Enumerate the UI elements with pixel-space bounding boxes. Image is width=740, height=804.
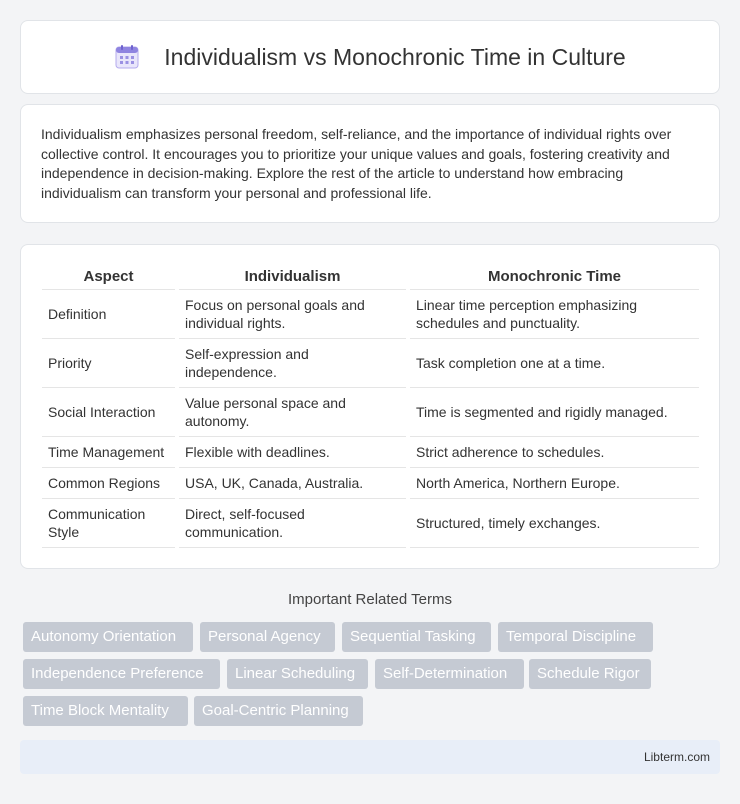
table-cell: Direct, self-focused communication. — [177, 498, 408, 547]
related-term-tag[interactable]: Goal-Centric Planning — [194, 696, 363, 726]
table-cell: Priority — [42, 338, 177, 387]
table-header-row — [42, 265, 699, 289]
page-title: Individualism vs Monochronic Time in Culture — [164, 43, 626, 70]
table-row — [42, 436, 699, 467]
table-cell: Value personal space and autonomy. — [177, 387, 408, 436]
related-term-tag[interactable]: Schedule Rigor — [529, 659, 651, 689]
comparison-table — [42, 265, 699, 548]
table-cell: Social Interaction — [42, 387, 177, 436]
intro-paragraph: Individualism emphasizes personal freedom, self-reliance, and the importance of individual rights over collective control. It encourages you to prioritize your unique values and goals, fostering creativity and independence in decision-making. Explore the rest of the article to understand how embracing individualism can transform your personal and professional life. — [41, 126, 672, 201]
title-card — [20, 20, 720, 94]
footer-site-link[interactable]: Libterm.com — [643, 750, 710, 764]
related-term-tag[interactable]: Temporal Discipline — [498, 622, 653, 652]
comparison-card — [20, 244, 720, 569]
table-cell: USA, UK, Canada, Australia. — [177, 467, 408, 498]
header-individualism: Individualism — [177, 265, 408, 289]
table-cell: Linear time perception emphasizing schedules and punctuality. — [408, 289, 699, 338]
related-term-tag[interactable]: Independence Preference — [23, 659, 220, 689]
intro-card — [20, 104, 720, 223]
table-cell: Task completion one at a time. — [408, 338, 699, 387]
table-cell: North America, Northern Europe. — [408, 467, 699, 498]
table-cell: Flexible with deadlines. — [177, 436, 408, 467]
calendar-icon — [114, 44, 140, 70]
related-term-tag[interactable]: Time Block Mentality — [23, 696, 188, 726]
table-cell: Definition — [42, 289, 177, 338]
related-terms-heading: Important Related Terms — [288, 591, 452, 608]
table-cell: Communication Style — [42, 498, 177, 547]
table-cell: Time is segmented and rigidly managed. — [408, 387, 699, 436]
table-row — [42, 338, 699, 387]
table-cell: Common Regions — [42, 467, 177, 498]
table-cell: Structured, timely exchanges. — [408, 498, 699, 547]
footer — [20, 740, 720, 774]
related-term-tag[interactable]: Linear Scheduling — [227, 659, 368, 689]
table-row — [42, 387, 699, 436]
header-monochronic-time: Monochronic Time — [408, 265, 699, 289]
related-term-tag[interactable]: Self-Determination — [375, 659, 524, 689]
table-cell: Time Management — [42, 436, 177, 467]
header-aspect: Aspect — [42, 265, 177, 289]
related-term-tag[interactable]: Personal Agency — [200, 622, 335, 652]
related-term-tag[interactable]: Sequential Tasking — [342, 622, 491, 652]
table-cell: Focus on personal goals and individual rights. — [177, 289, 408, 338]
table-row — [42, 498, 699, 547]
table-cell: Self-expression and independence. — [177, 338, 408, 387]
table-row — [42, 467, 699, 498]
table-cell: Strict adherence to schedules. — [408, 436, 699, 467]
table-row — [42, 289, 699, 338]
related-term-tag[interactable]: Autonomy Orientation — [23, 622, 193, 652]
